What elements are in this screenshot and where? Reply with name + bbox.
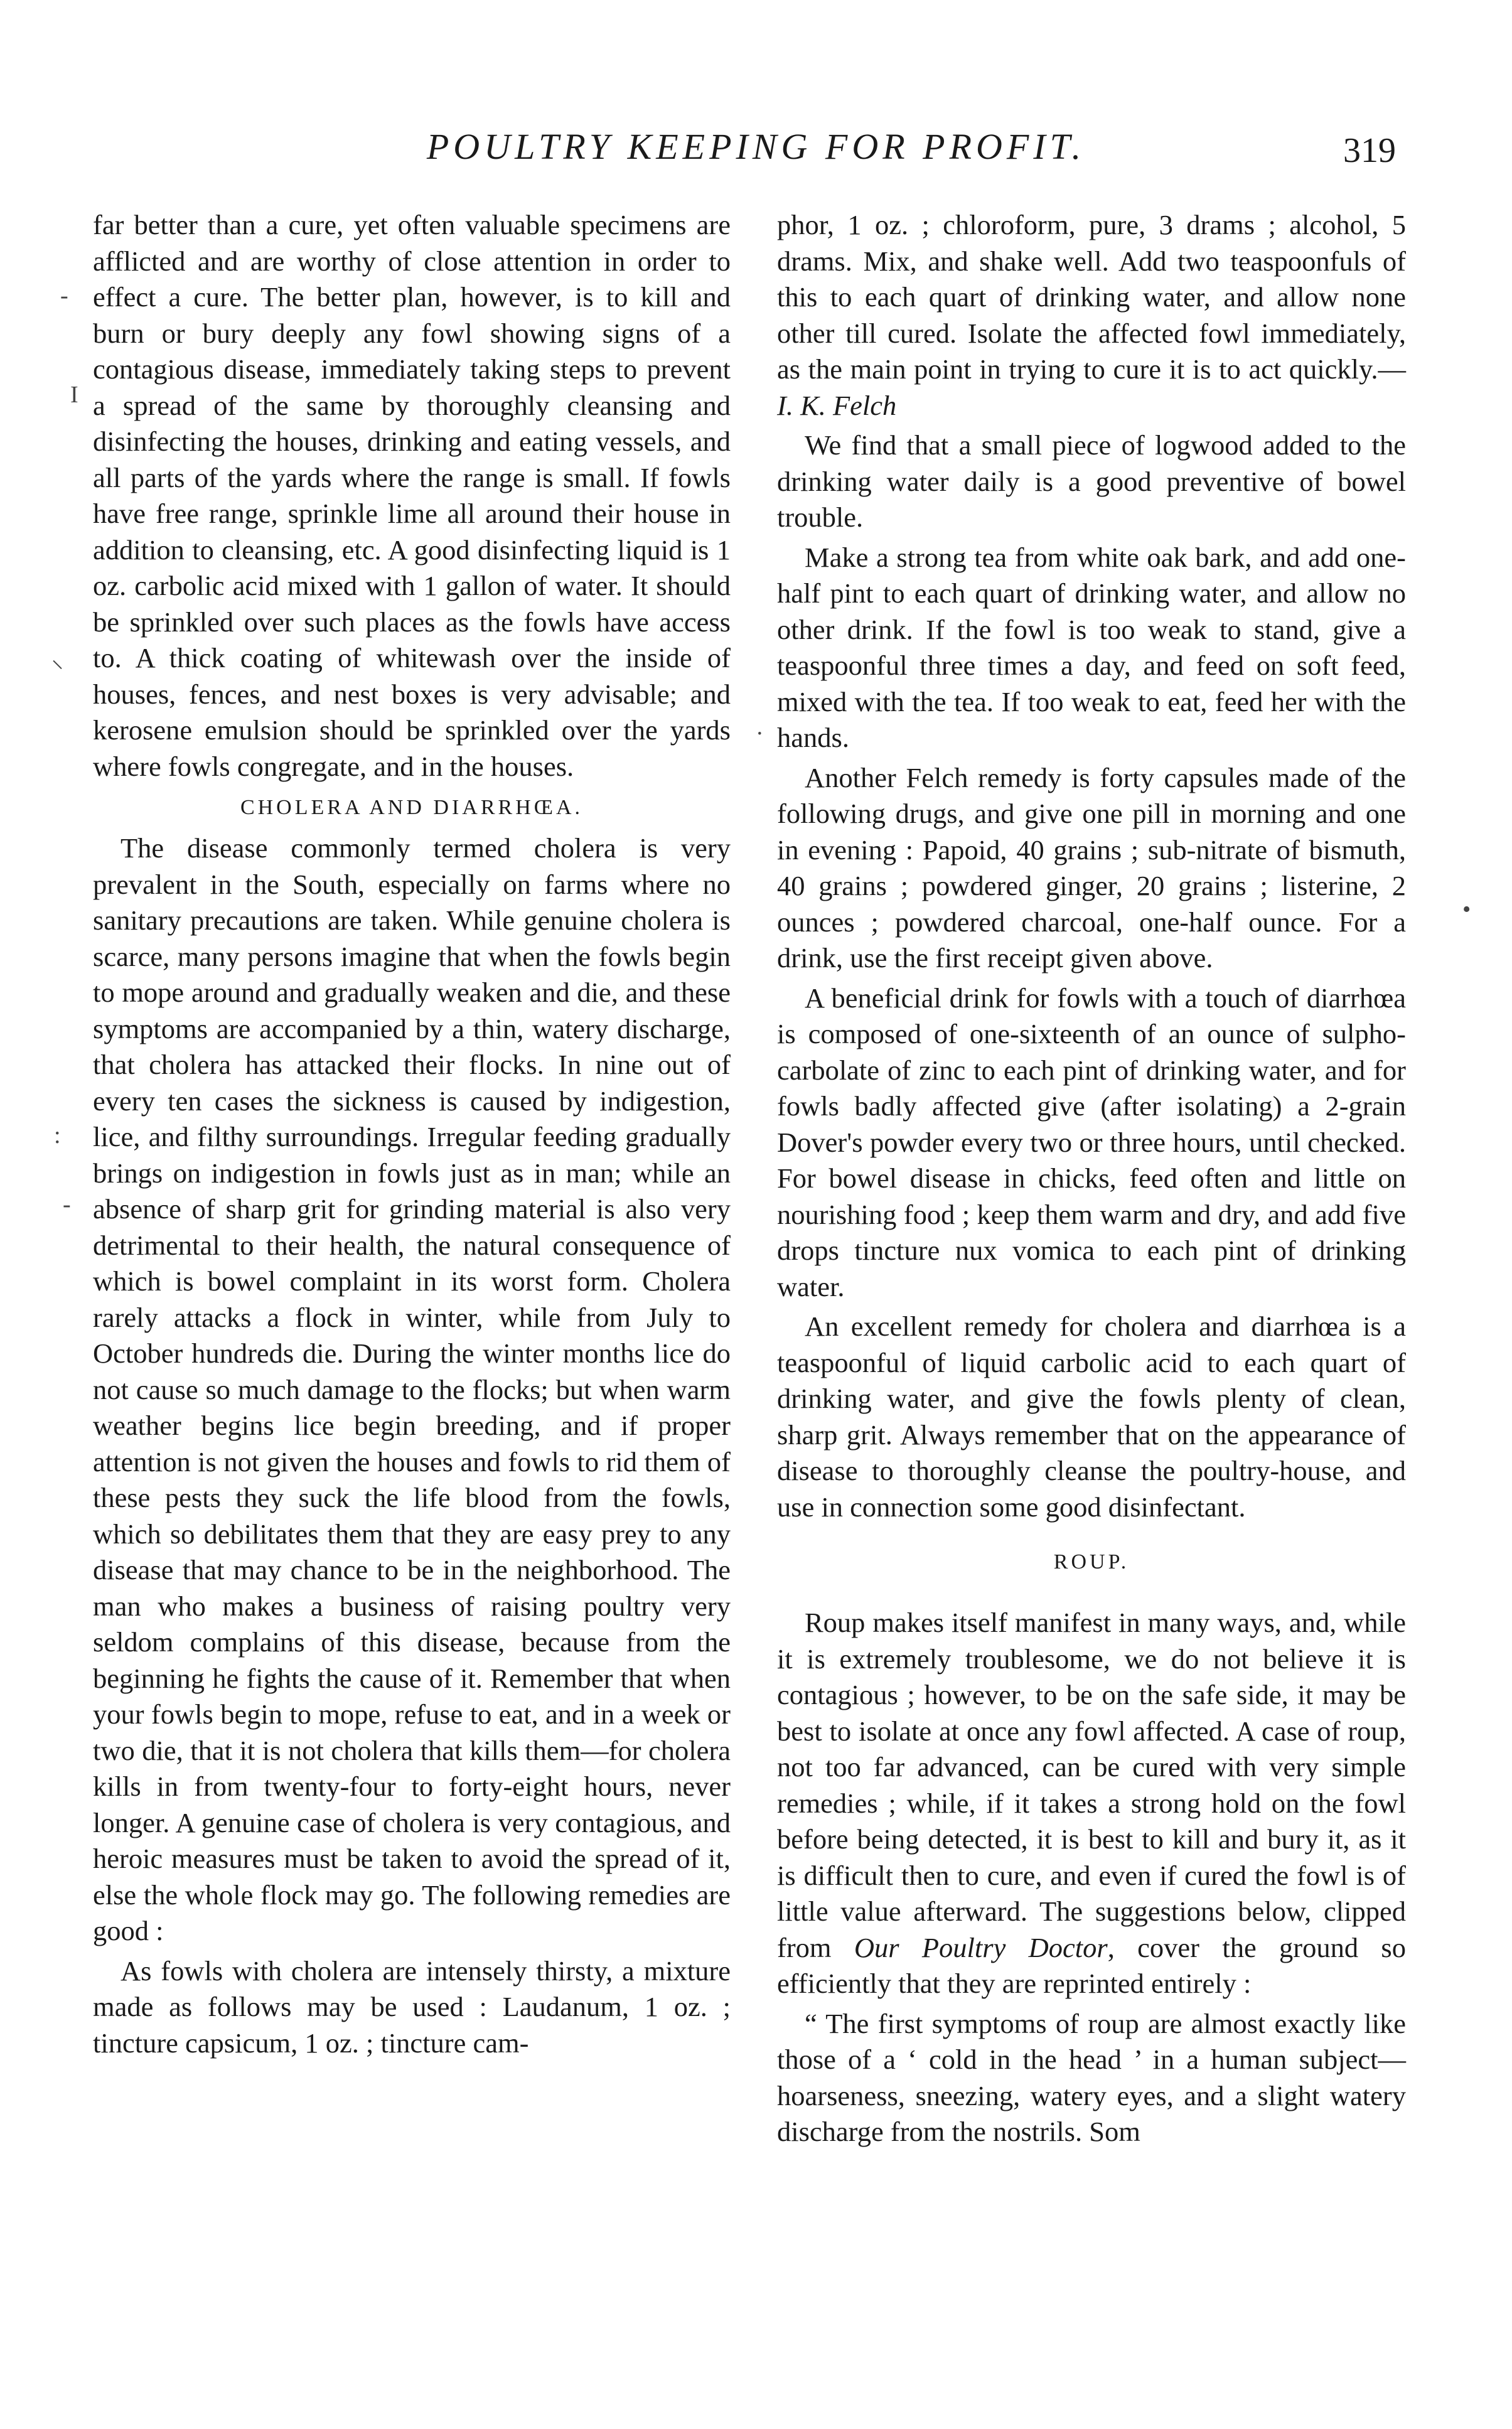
paragraph (777, 1605, 1406, 2002)
source-title: Our Poultry Doctor (854, 1931, 1108, 1963)
running-head: POULTRY KEEPING FOR PROFIT. (426, 126, 1086, 167)
paragraph-text: , cover the ground so efficiently that they are reprinted entirely : (777, 1931, 1406, 1999)
section-heading-cholera: CHOLERA AND DIARRHŒA. (240, 796, 584, 819)
margin-mark: - (60, 282, 68, 309)
margin-mark: · (756, 721, 764, 747)
attribution: I. K. Felch (777, 389, 897, 421)
paragraph: The disease commonly termed cholera is very prevalent in the South, especially on farms where no sanitary precautions are taken. While genuine cholera is scarce, many persons imagine that when the fowls begin to mope around and gradually weaken and die, and these symptoms are accompanied by a thin, watery discharge, that cholera has attacked their flocks. In nine out of every ten cases the sickness is caused by indigestion, lice, and filthy surroundings. Irregular feeding gradually brings on indigestion in fowls just as in man; while an absence of sharp grit for grinding material is also very detrimental to their health, the natural consequence of which is bowel complaint in its worst form. Cholera rarely attacks a flock in winter, while from July to October hundreds die. During the winter months lice do not cause so much damage to the flocks; but when warm weather begins lice begin breeding, and if proper attention is not given the houses and fowls to rid them of these pests they suck the life blood from the fowls, which so debilitates them that they are easy prey to any disease that may chance to be in the neighborhood. The man who makes a business of raising poultry very seldom complains of this disease, because from the beginning he fights the cause of it. Remember that when your fowls begin to mope, refuse to eat, and in a week or two die, that it is not cholera that kills them—for cholera kills in from twenty-four to forty-eight hours, never longer. A genuine case of cholera is very contagious, and heroic measures must be taken to avoid the spread of it, else the whole flock may go. The following remedies are good : (93, 832, 731, 1946)
paragraph: far better than a cure, yet often valuable specimens are afflicted and are worthy of close attention in order to effect a cure. The better plan, however, is to kill and burn or bury deeply any fowl showing signs of a contagious disease, immediately taking steps to prevent a spread of the same by thoroughly cleansing and disinfecting the houses, drinking and eating vessels, and all parts of the yards where the range is small. If fowls have free range, sprinkle lime all around their house in addition to cleansing, etc. A good disinfecting liquid is 1 oz. carbolic acid mixed with 1 gallon of water. It should be sprinkled over such places as the fowls have access to. A thick coating of whitewash over the inside of houses, fences, and nest boxes is very advisable; and kerosene emulsion should be sprinkled over the yards where fowls congregate, and in the houses. (93, 209, 731, 782)
margin-mark: - (63, 1191, 71, 1218)
paragraph: An excellent remedy for cholera and diarrhœa is a teaspoonful of liquid carbolic acid to each quart of drinking water, and give the fowls plenty of clean, sharp grit. Always remember that on the appearance of disease to thoroughly cleanse the poultry-house, and use in connection some good disinfectant. (777, 1311, 1406, 1523)
margin-mark: • (1462, 896, 1471, 923)
paragraph: Make a strong tea from white oak bark, and add one-half pint to each quart of drinking water, and allow no other drink. If the fowl is too weak to stand, give a teaspoonful three times a day, and feed on soft feed, mixed with the tea. If too weak to eat, feed her with the hands. (777, 541, 1406, 753)
paragraph: As fowls with cholera are intensely thirsty, a mixture made as follows may be used : Laudanum, 1 oz. ; tincture capsicum, 1 oz. ; tincture cam- (93, 1954, 731, 2059)
page-number: 319 (1343, 131, 1396, 170)
paragraph-text: Roup makes itself manifest in many ways, and, while it is extremely troublesome, we do not believe it is contagious ; however, to be on the safe side, it may be best to isolate at once any fowl affected. A case of roup, not too far advanced, can be cured with very simple remedies ; while, if it takes a strong hold on the fowl before being detected, it is best to kill and bury it, as it is difficult then to cure, and even if cured the fowl is of little value afterward. The suggestions below, clipped from (777, 1607, 1406, 1963)
paragraph: “ The first symptoms of roup are almost exactly like those of a ‘ cold in the head ’ in a human subject—hoarseness, sneezing, watery eyes, and a slight watery discharge from the nostrils. Som (777, 2007, 1406, 2147)
margin-mark: ⸌ (51, 657, 64, 683)
margin-mark: I (70, 382, 78, 408)
margin-mark: : (54, 1122, 61, 1149)
section-heading-roup: ROUP. (1053, 1550, 1130, 1574)
paragraph (777, 207, 1406, 424)
right-column (777, 207, 1406, 2150)
paragraph: We find that a small piece of logwood added to the drinking water daily is a good preventive of bowel trouble. (777, 429, 1406, 533)
paragraph-text: phor, 1 oz. ; chloroform, pure, 3 drams ; alcohol, 5 drams. Mix, and shake well. Add two teaspoonfuls of this to each quart of drinking water, and allow none other till cured. Isolate the affected fowl immediately, as the main point in trying to cure it is to act quickly.— (777, 209, 1406, 385)
left-column (93, 207, 731, 2061)
paragraph: Another Felch remedy is forty capsules made of the following drugs, and give one pill in morning and one in evening : Papoid, 40 grains ; sub-nitrate of bismuth, 40 grains ; powdered ginger, 20 grains ; listerine, 2 ounces ; powdered charcoal, one-half ounce. For a drink, use the first receipt given above. (777, 761, 1406, 973)
paragraph: A beneficial drink for fowls with a touch of diarrhœa is composed of one-sixteenth of an ounce of sulpho-carbolate of zinc to each pint of drinking water, and for fowls badly affected give (after isolating) a 2-grain Dover's powder every two or three hours, until checked. For bowel disease in chicks, feed often and little on nourishing food ; keep them warm and dry, and add five drops tincture nux vomica to each pint of drinking water. (777, 982, 1406, 1302)
